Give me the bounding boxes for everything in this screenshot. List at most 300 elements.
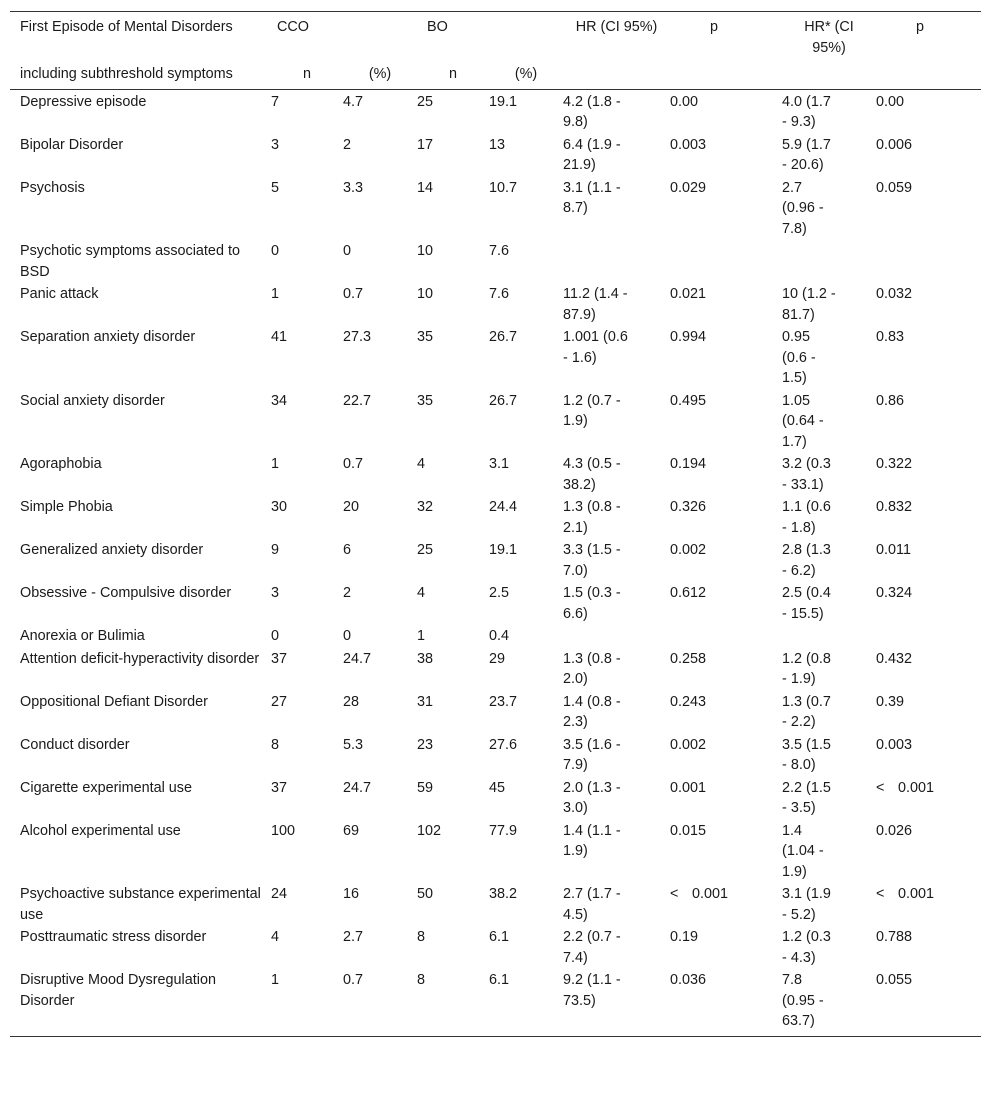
cell-p-adjusted-text: 0.026 (876, 822, 913, 839)
row-label-text: Generalized anxiety disorder (20, 542, 204, 558)
cell-bo-pct (489, 326, 563, 390)
cell-cco-n-text: 7 (271, 93, 280, 110)
row-label-text: Cigarette experimental use (20, 779, 192, 796)
cell-p-adjusted-text: 0.322 (876, 456, 913, 472)
cell-hr-text: 6.4 (1.9 - 21.9) (563, 136, 621, 173)
cell-bo-n-text: 25 (417, 93, 434, 110)
cell-p-text: 0.326 (670, 499, 707, 515)
cell-p-text: 0.029 (670, 179, 707, 196)
header-row-1 (10, 12, 981, 58)
cell-bo-n-text: 38 (417, 650, 434, 667)
cell-hr-adjusted (782, 777, 876, 820)
cell-p (670, 326, 782, 390)
cell-bo-pct-text: 13 (489, 136, 506, 153)
cell-cco-n (271, 926, 343, 969)
cell-hr-adjusted (782, 390, 876, 454)
cell-cco-pct-text: 24.7 (343, 779, 372, 796)
cell-bo-n (417, 820, 489, 884)
cell-bo-pct (489, 283, 563, 326)
cell-cco-pct-text: 0.7 (343, 456, 364, 472)
cell-cco-n-text: 1 (271, 456, 280, 472)
cell-hr (563, 582, 670, 625)
cell-cco-n (271, 177, 343, 241)
cell-bo-n-text: 4 (417, 585, 426, 601)
less-than-sign: < (876, 886, 885, 902)
row-label-text: Agoraphobia (20, 456, 102, 472)
cell-hr (563, 691, 670, 734)
cell-hr-adjusted (782, 326, 876, 390)
cell-cco-pct-text: 24.7 (343, 650, 372, 667)
cell-bo-n-text: 31 (417, 693, 434, 710)
cell-p (670, 734, 782, 777)
cell-cco-pct-text: 16 (343, 886, 360, 902)
cell-bo-pct (489, 134, 563, 177)
cell-hr-adjusted-text: 1.2 (0.8 - 1.9) (782, 650, 831, 687)
cell-cco-pct-text: 0.7 (343, 286, 364, 302)
table-row (10, 777, 981, 820)
cell-hr-text: 1.3 (0.8 - 2.0) (563, 650, 621, 687)
cell-cco-n-text: 37 (271, 779, 288, 796)
row-label-text: Psychotic symptoms associated to BSD (20, 243, 240, 280)
cell-p-adjusted-text: 0.003 (876, 736, 913, 753)
row-label (10, 582, 271, 625)
cell-cco-n-text: 37 (271, 650, 288, 667)
cell-bo-n-text: 59 (417, 779, 434, 796)
cell-bo-pct-text: 6.1 (489, 972, 510, 988)
cell-p-adjusted-text: 0.324 (876, 585, 913, 601)
cell-bo-pct (489, 539, 563, 582)
cell-cco-pct (343, 390, 417, 454)
cell-p-text: 0.021 (670, 286, 707, 302)
cell-p-adjusted-text: 0.83 (876, 329, 905, 345)
cell-p (670, 283, 782, 326)
cell-bo-pct-text: 29 (489, 650, 506, 667)
cell-cco-pct (343, 969, 417, 1036)
cell-cco-pct (343, 777, 417, 820)
cell-hr-adjusted-text: 7.8 (0.95 - 63.7) (782, 972, 824, 1029)
cell-cco-n (271, 390, 343, 454)
cell-p-adjusted (876, 453, 981, 496)
row-label-text: Conduct disorder (20, 736, 130, 753)
cell-hr-adjusted (782, 820, 876, 884)
header-cco: CCO (277, 19, 309, 35)
row-label-text: Separation anxiety disorder (20, 329, 196, 345)
cell-p (670, 969, 782, 1036)
cell-cco-pct-text: 3.3 (343, 179, 364, 196)
table-row (10, 390, 981, 454)
row-label (10, 539, 271, 582)
cell-cco-pct-text: 27.3 (343, 329, 372, 345)
cell-p-text: 0.015 (670, 822, 707, 839)
table-body (10, 89, 981, 1036)
cell-bo-pct (489, 240, 563, 283)
cell-cco-pct-text: 0.7 (343, 972, 364, 988)
cell-bo-pct (489, 734, 563, 777)
cell-cco-pct-text: 2 (343, 585, 352, 601)
table-row (10, 496, 981, 539)
cell-p (670, 496, 782, 539)
cell-bo-pct (489, 969, 563, 1036)
cell-hr-text: 1.3 (0.8 - 2.1) (563, 499, 621, 536)
results-table (10, 12, 981, 1036)
cell-bo-n (417, 283, 489, 326)
cell-bo-n (417, 969, 489, 1036)
cell-cco-n (271, 326, 343, 390)
results-table-wrapper (10, 11, 981, 1037)
cell-bo-pct-text: 24.4 (489, 499, 518, 515)
row-label (10, 240, 271, 283)
row-label (10, 883, 271, 926)
cell-p-text: 0.003 (670, 136, 707, 153)
cell-hr-adjusted (782, 926, 876, 969)
cell-cco-pct (343, 240, 417, 283)
cell-p-adjusted-text: 0.00 (876, 93, 905, 110)
cell-cco-n (271, 969, 343, 1036)
cell-p-text: 0.002 (670, 736, 707, 753)
cell-bo-n (417, 926, 489, 969)
cell-cco-n (271, 582, 343, 625)
cell-hr-adjusted-text: 2.8 (1.3 - 6.2) (782, 542, 831, 579)
cell-cco-n (271, 240, 343, 283)
cell-hr-adjusted-text: 1.05 (0.64 - 1.7) (782, 392, 824, 450)
cell-cco-n-text: 0 (271, 243, 280, 259)
table-row (10, 89, 981, 134)
cell-bo-n-text: 102 (417, 822, 442, 839)
cell-bo-n-text: 10 (417, 243, 434, 259)
cell-p-adjusted-text: 0.001 (898, 779, 935, 796)
cell-hr-adjusted (782, 883, 876, 926)
cell-bo-n-text: 4 (417, 456, 426, 472)
table-row (10, 326, 981, 390)
less-than-sign: < (670, 886, 679, 902)
cell-cco-pct (343, 883, 417, 926)
cell-p-text: 0.258 (670, 650, 707, 667)
cell-cco-n (271, 777, 343, 820)
cell-hr-adjusted (782, 283, 876, 326)
row-label (10, 453, 271, 496)
cell-bo-n (417, 453, 489, 496)
cell-bo-n (417, 734, 489, 777)
cell-p-text: 0.036 (670, 972, 707, 988)
cell-cco-n-text: 24 (271, 886, 288, 902)
cell-cco-n-text: 41 (271, 329, 288, 345)
cell-cco-n-text: 1 (271, 972, 280, 988)
table-row (10, 648, 981, 691)
cell-cco-n-text: 34 (271, 392, 288, 409)
cell-p-text: 0.495 (670, 392, 707, 409)
row-label-text: Disruptive Mood Dysregulation Disorder (20, 972, 216, 1009)
cell-bo-n-text: 32 (417, 499, 434, 515)
cell-hr-adjusted (782, 177, 876, 241)
cell-hr-adjusted (782, 625, 876, 648)
cell-cco-n (271, 883, 343, 926)
cell-cco-n (271, 691, 343, 734)
row-label (10, 496, 271, 539)
cell-bo-pct-text: 6.1 (489, 929, 510, 945)
cell-hr-adjusted-text: 2.5 (0.4 - 15.5) (782, 585, 831, 622)
cell-p-text: 0.00 (670, 93, 699, 110)
cell-p (670, 539, 782, 582)
cell-p-adjusted-text: 0.39 (876, 693, 905, 710)
cell-cco-pct (343, 648, 417, 691)
cell-hr (563, 648, 670, 691)
row-label (10, 283, 271, 326)
cell-p-adjusted (876, 582, 981, 625)
cell-bo-pct (489, 820, 563, 884)
table-header (10, 12, 981, 89)
cell-hr-adjusted (782, 969, 876, 1036)
row-label-text: Anorexia or Bulimia (20, 628, 145, 644)
cell-p-adjusted (876, 134, 981, 177)
cell-p-adjusted-text: 0.059 (876, 179, 913, 196)
cell-bo-pct (489, 777, 563, 820)
cell-cco-pct-text: 6 (343, 542, 352, 558)
cell-hr-adjusted-text: 3.5 (1.5 - 8.0) (782, 736, 831, 773)
table-row (10, 240, 981, 283)
table-row (10, 453, 981, 496)
cell-p-adjusted (876, 926, 981, 969)
cell-p-text: 0.194 (670, 456, 707, 472)
row-label-text: Attention deficit-hyperactivity disorder (20, 650, 260, 667)
cell-hr-text: 2.2 (0.7 - 7.4) (563, 929, 621, 966)
cell-cco-pct-text: 5.3 (343, 736, 364, 753)
cell-hr (563, 283, 670, 326)
row-label-text: Social anxiety disorder (20, 392, 165, 409)
cell-p-adjusted (876, 539, 981, 582)
cell-bo-pct (489, 883, 563, 926)
cell-p (670, 177, 782, 241)
cell-cco-n (271, 734, 343, 777)
cell-cco-n (271, 496, 343, 539)
cell-bo-pct-text: 3.1 (489, 456, 510, 472)
row-label (10, 777, 271, 820)
table-row (10, 926, 981, 969)
cell-hr-text: 1.4 (1.1 - 1.9) (563, 822, 621, 859)
cell-p (670, 453, 782, 496)
cell-bo-pct (489, 453, 563, 496)
cell-cco-n-text: 5 (271, 179, 280, 196)
cell-cco-pct (343, 453, 417, 496)
cell-bo-n (417, 177, 489, 241)
cell-cco-n (271, 453, 343, 496)
cell-cco-n-text: 9 (271, 542, 280, 558)
cell-p-adjusted (876, 625, 981, 648)
cell-bo-pct-text: 45 (489, 779, 506, 796)
cell-p (670, 625, 782, 648)
table-row (10, 177, 981, 241)
cell-hr-adjusted (782, 648, 876, 691)
cell-hr-adjusted-text: 3.1 (1.9 - 5.2) (782, 886, 831, 923)
cell-hr-adjusted-text: 1.3 (0.7 - 2.2) (782, 693, 831, 730)
cell-p-adjusted (876, 691, 981, 734)
header-p-adjusted: p (916, 19, 925, 35)
cell-bo-pct (489, 582, 563, 625)
cell-hr-text: 4.2 (1.8 - 9.8) (563, 93, 621, 130)
cell-bo-n-text: 25 (417, 542, 434, 558)
header-bo-n: n (449, 66, 458, 82)
cell-hr-adjusted-text: 1.4 (1.04 - 1.9) (782, 822, 824, 880)
cell-bo-n (417, 240, 489, 283)
header-first-episode: First Episode of Mental Disorders (20, 19, 233, 35)
cell-bo-pct (489, 496, 563, 539)
row-label-text: Alcohol experimental use (20, 822, 181, 839)
header-cco-n: n (302, 66, 311, 82)
table-row (10, 539, 981, 582)
cell-p-adjusted (876, 177, 981, 241)
cell-bo-n (417, 582, 489, 625)
row-label-text: Obsessive - Compulsive disorder (20, 585, 232, 601)
cell-hr-text: 11.2 (1.4 - 87.9) (563, 286, 628, 323)
cell-p-adjusted-text: 0.006 (876, 136, 913, 153)
cell-p-adjusted-text: 0.001 (898, 886, 935, 902)
cell-cco-pct (343, 283, 417, 326)
cell-p-adjusted (876, 390, 981, 454)
cell-hr (563, 734, 670, 777)
row-label-text: Psychosis (20, 179, 85, 196)
cell-cco-pct (343, 89, 417, 134)
row-label (10, 89, 271, 134)
cell-hr (563, 240, 670, 283)
cell-cco-n (271, 820, 343, 884)
header-row-2 (10, 58, 981, 89)
cell-bo-n-text: 10 (417, 286, 434, 302)
cell-bo-pct (489, 89, 563, 134)
cell-cco-pct-text: 0 (343, 628, 352, 644)
cell-bo-n-text: 35 (417, 392, 434, 409)
cell-bo-pct-text: 19.1 (489, 542, 518, 558)
cell-bo-pct-text: 26.7 (489, 329, 518, 345)
less-than-sign: < (876, 779, 885, 796)
cell-bo-pct (489, 926, 563, 969)
cell-hr-text: 3.3 (1.5 - 7.0) (563, 542, 621, 579)
cell-p (670, 582, 782, 625)
cell-cco-pct-text: 2 (343, 136, 352, 153)
cell-hr-text: 1.5 (0.3 - 6.6) (563, 585, 621, 622)
cell-p-adjusted (876, 240, 981, 283)
cell-cco-pct-text: 28 (343, 693, 360, 710)
row-label (10, 390, 271, 454)
cell-p-text: 0.002 (670, 542, 707, 558)
cell-hr-adjusted (782, 453, 876, 496)
cell-p (670, 648, 782, 691)
cell-bo-pct (489, 691, 563, 734)
cell-cco-n (271, 648, 343, 691)
table-row (10, 820, 981, 884)
header-bo-pct: (%) (514, 66, 538, 82)
header-subthreshold: including subthreshold symptoms (20, 66, 233, 82)
cell-p-adjusted-text: 0.788 (876, 929, 913, 945)
cell-hr-adjusted (782, 582, 876, 625)
cell-p (670, 777, 782, 820)
cell-cco-pct (343, 539, 417, 582)
cell-bo-pct (489, 648, 563, 691)
cell-hr-adjusted (782, 691, 876, 734)
cell-p-adjusted (876, 969, 981, 1036)
table-row (10, 134, 981, 177)
cell-bo-n (417, 648, 489, 691)
cell-hr-text: 1.001 (0.6 - 1.6) (563, 329, 628, 366)
cell-bo-n-text: 8 (417, 929, 426, 945)
cell-hr-adjusted (782, 240, 876, 283)
cell-bo-pct-text: 10.7 (489, 179, 518, 196)
table-row (10, 734, 981, 777)
cell-bo-n (417, 691, 489, 734)
cell-hr-adjusted-text: 4.0 (1.7 - 9.3) (782, 93, 831, 130)
cell-cco-pct (343, 926, 417, 969)
row-label (10, 691, 271, 734)
cell-hr (563, 496, 670, 539)
row-label (10, 326, 271, 390)
cell-bo-n (417, 625, 489, 648)
row-label-text: Depressive episode (20, 93, 147, 110)
cell-p-text: 0.612 (670, 585, 707, 601)
cell-cco-pct (343, 734, 417, 777)
table-row (10, 582, 981, 625)
cell-cco-pct (343, 582, 417, 625)
cell-cco-n-text: 1 (271, 286, 280, 302)
cell-p-adjusted-text: 0.011 (876, 542, 911, 558)
cell-bo-n (417, 496, 489, 539)
row-label (10, 926, 271, 969)
cell-bo-pct-text: 77.9 (489, 822, 518, 839)
row-label-text: Bipolar Disorder (20, 136, 124, 153)
cell-p (670, 89, 782, 134)
header-hr-adjusted: HR* (CI 95%) (804, 19, 854, 56)
row-label (10, 969, 271, 1036)
cell-cco-n (271, 134, 343, 177)
cell-hr (563, 539, 670, 582)
cell-cco-n-text: 8 (271, 736, 280, 753)
cell-hr-text: 4.3 (0.5 - 38.2) (563, 456, 621, 493)
cell-hr-text: 2.0 (1.3 - 3.0) (563, 779, 621, 816)
row-label-text: Panic attack (20, 286, 99, 302)
cell-hr (563, 134, 670, 177)
cell-bo-n (417, 89, 489, 134)
cell-cco-pct (343, 820, 417, 884)
cell-p-adjusted (876, 326, 981, 390)
cell-bo-n-text: 1 (417, 628, 426, 644)
cell-cco-pct-text: 22.7 (343, 392, 372, 409)
cell-p-adjusted-text: 0.032 (876, 286, 913, 302)
cell-bo-pct-text: 19.1 (489, 93, 518, 110)
row-label-text: Posttraumatic stress disorder (20, 929, 207, 945)
cell-p-adjusted-text: 0.055 (876, 972, 913, 988)
cell-bo-n-text: 35 (417, 329, 434, 345)
cell-cco-n-text: 30 (271, 499, 288, 515)
cell-hr-adjusted (782, 539, 876, 582)
cell-bo-n (417, 390, 489, 454)
cell-bo-pct (489, 625, 563, 648)
cell-bo-pct-text: 7.6 (489, 286, 510, 302)
cell-p-text: 0.994 (670, 329, 707, 345)
cell-p (670, 820, 782, 884)
cell-cco-n-text: 0 (271, 628, 280, 644)
cell-hr-adjusted-text: 5.9 (1.7 - 20.6) (782, 136, 831, 173)
cell-cco-n-text: 100 (271, 822, 296, 839)
cell-bo-pct-text: 2.5 (489, 585, 510, 601)
row-label (10, 734, 271, 777)
cell-p-adjusted-text: 0.86 (876, 392, 905, 409)
cell-bo-n (417, 883, 489, 926)
cell-p-text: 0.001 (692, 886, 729, 902)
row-label (10, 177, 271, 241)
cell-hr-adjusted (782, 89, 876, 134)
cell-hr-text: 1.4 (0.8 - 2.3) (563, 693, 621, 730)
cell-hr-adjusted-text: 2.2 (1.5 - 3.5) (782, 779, 831, 816)
table-row (10, 691, 981, 734)
cell-p (670, 390, 782, 454)
row-label-text: Simple Phobia (20, 499, 113, 515)
